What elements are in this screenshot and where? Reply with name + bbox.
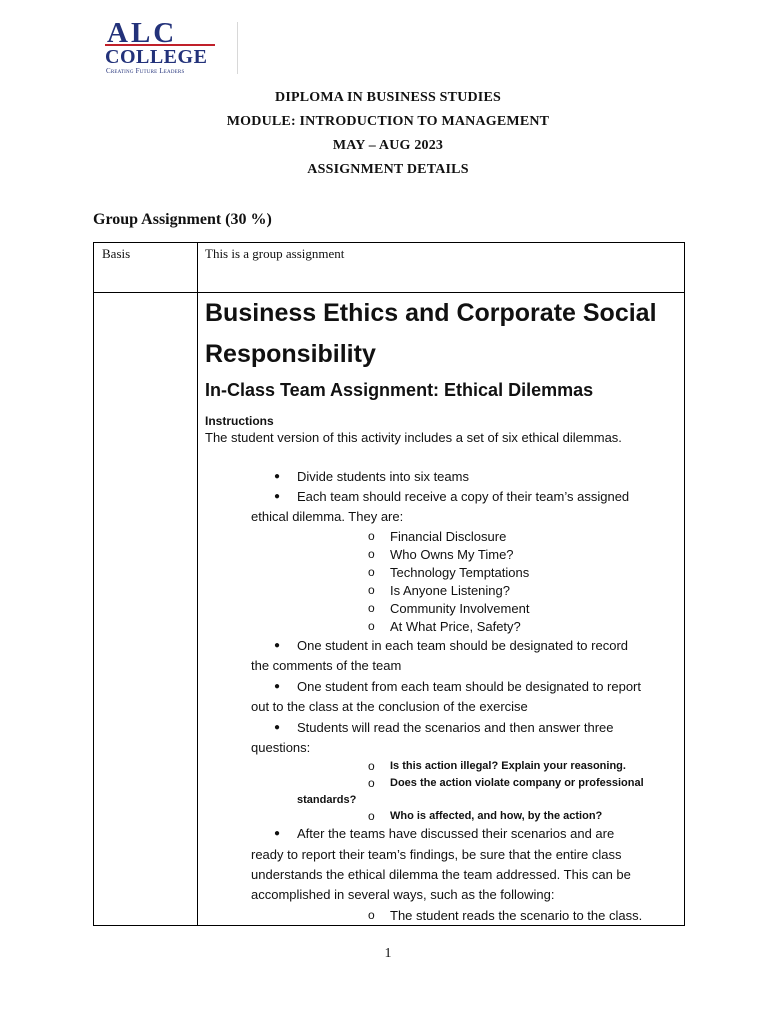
sub-bullet-icon: o	[368, 759, 375, 773]
question-2-line-2: standards?	[297, 794, 357, 806]
bullet-1: Divide students into six teams	[297, 469, 469, 484]
header-line-4: ASSIGNMENT DETAILS	[307, 162, 469, 177]
sub-bullet-icon: o	[368, 809, 375, 823]
bullet-6-line-2: ready to report their team’s findings, be sure that the entire class	[251, 847, 622, 862]
bullet-3-line-2: the comments of the team	[251, 658, 402, 673]
bullet-6-line-1: After the teams have discussed their scenarios and are	[297, 826, 615, 841]
bullet-3-line-1: One student in each team should be designated to record	[297, 638, 628, 653]
table-column-divider	[197, 243, 198, 925]
bullet-icon: ●	[274, 640, 281, 651]
dilemma-item: Is Anyone Listening?	[390, 583, 510, 598]
bullet-5-line-1: Students will read the scenarios and then answer three	[297, 720, 614, 735]
last-sub-item: The student reads the scenario to the class.	[390, 908, 643, 923]
logo-college: COLLEGE	[105, 44, 215, 67]
bullet-2-line-1: Each team should receive a copy of their team’s assigned	[297, 489, 630, 504]
group-assignment-title: Group Assignment (30 %)	[93, 211, 272, 228]
sub-bullet-icon: o	[368, 583, 375, 597]
bullet-icon: ●	[274, 471, 281, 482]
college-logo	[103, 17, 243, 76]
dilemma-item: At What Price, Safety?	[390, 619, 521, 634]
intro-text: The student version of this activity includes a set of six ethical dilemmas.	[205, 430, 622, 445]
instructions-label: Instructions	[205, 414, 274, 428]
dilemma-item: Community Involvement	[390, 601, 530, 616]
sub-bullet-icon: o	[368, 776, 375, 790]
basis-value: This is a group assignment	[205, 246, 345, 261]
sub-bullet-icon: o	[368, 529, 375, 543]
bullet-6-line-3: understands the ethical dilemma the team addressed. This can be	[251, 867, 631, 882]
question-1: Is this action illegal? Explain your reasoning.	[390, 760, 626, 772]
sub-bullet-icon: o	[368, 908, 375, 922]
bullet-6-line-4: accomplished in several ways, such as the following:	[251, 887, 555, 902]
basis-label: Basis	[102, 246, 131, 261]
sub-bullet-icon: o	[368, 601, 375, 615]
table-row-basis	[94, 243, 684, 293]
bullet-4-line-1: One student from each team should be designated to report	[297, 679, 641, 694]
logo-tagline: Creating Future Leaders	[106, 67, 185, 75]
question-2-line-1: Does the action violate company or professional	[390, 777, 644, 789]
bullet-2-line-2: ethical dilemma. They are:	[251, 509, 404, 524]
bullet-5-line-2: questions:	[251, 740, 311, 755]
page-number: 1	[384, 946, 392, 961]
content-subtitle: In-Class Team Assignment: Ethical Dilemmas	[205, 380, 594, 400]
bullet-icon: ●	[274, 722, 281, 733]
bullet-4-line-2: out to the class at the conclusion of the exercise	[251, 699, 528, 714]
header-line-1: DIPLOMA IN BUSINESS STUDIES	[275, 90, 501, 105]
sub-bullet-icon: o	[368, 565, 375, 579]
header-line-2: MODULE: INTRODUCTION TO MANAGEMENT	[226, 114, 550, 129]
sub-bullet-icon: o	[368, 619, 375, 633]
content-title-line-2: Responsibility	[205, 340, 376, 368]
assignment-content	[205, 293, 681, 447]
assignment-table	[93, 242, 685, 926]
bullet-icon: ●	[274, 681, 281, 692]
logo-alc: ALC	[107, 17, 178, 49]
logo-divider	[237, 22, 238, 74]
document-header	[0, 86, 768, 182]
header-line-3: MAY – AUG 2023	[332, 138, 444, 153]
sub-bullet-icon: o	[368, 547, 375, 561]
dilemma-item: Who Owns My Time?	[390, 547, 514, 562]
question-3: Who is affected, and how, by the action?	[390, 810, 603, 822]
bullet-icon: ●	[274, 491, 281, 502]
dilemma-item: Technology Temptations	[390, 565, 530, 580]
content-title-line-1: Business Ethics and Corporate Social	[205, 299, 657, 327]
bullet-icon: ●	[274, 828, 281, 839]
dilemma-item: Financial Disclosure	[390, 529, 507, 544]
